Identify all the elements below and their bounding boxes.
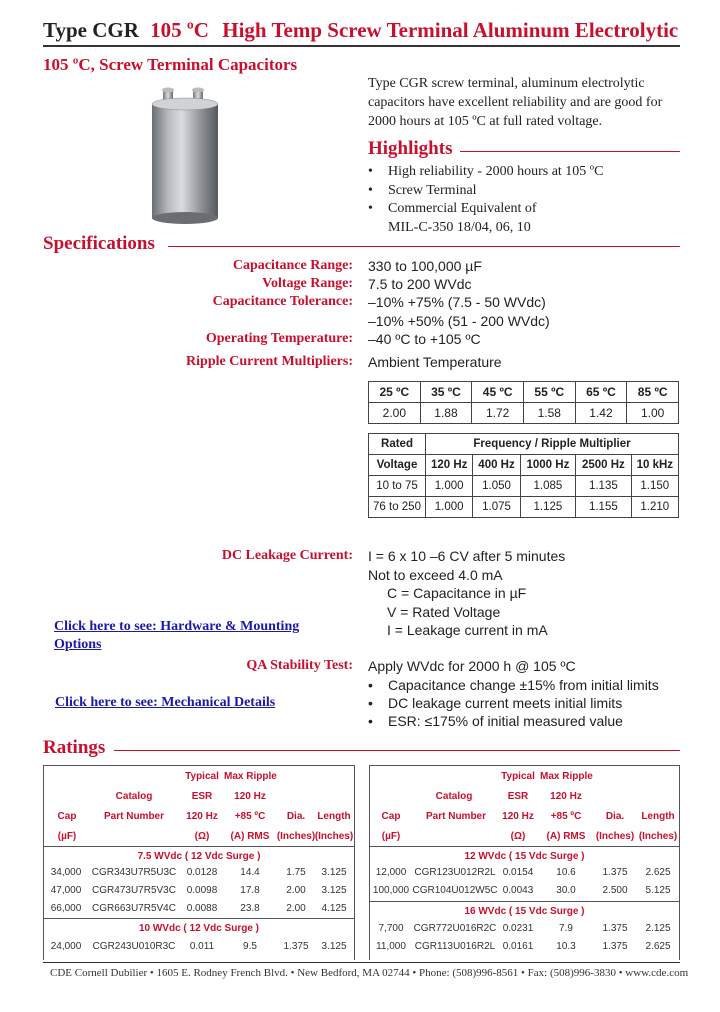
freq-header: 10 kHz <box>631 455 678 476</box>
temp-header: 45 ºC <box>472 382 524 403</box>
highlights-list <box>368 163 603 237</box>
multiplier-cell: 1.150 <box>631 476 678 497</box>
dia-cell: 2.500 <box>602 885 628 896</box>
dia-cell: 2.00 <box>286 903 306 914</box>
ripple-cell: 23.8 <box>240 903 260 914</box>
esr-cell: 0.0128 <box>186 867 218 878</box>
temp-header: 35 ºC <box>420 382 472 403</box>
hardware-mounting-link-line2[interactable]: Options <box>54 637 102 652</box>
title-rest: High Temp Screw Terminal Aluminum Electrolytic <box>222 18 679 42</box>
temp-header: 25 ºC <box>369 382 421 403</box>
multiplier-cell: 1.085 <box>520 476 575 497</box>
col-header: (Inches) <box>638 831 678 842</box>
voltage-range-cell: 10 to 75 <box>369 476 426 497</box>
col-header: 120 Hz <box>234 791 266 802</box>
part-cell: CGR104U012W5C <box>412 885 498 896</box>
col-header: Part Number <box>103 811 164 822</box>
col-header: Max Ripple <box>224 771 277 782</box>
ripple-cell: 9.5 <box>243 941 257 952</box>
col-header: Max Ripple <box>540 771 593 782</box>
frequency-multiplier-table <box>368 433 679 518</box>
dc-leakage-line: V = Rated Voltage <box>387 604 501 620</box>
col-header: ESR <box>507 791 529 802</box>
dc-leakage-line: C = Capacitance in µF <box>387 585 527 601</box>
temp-value: 1.88 <box>420 403 472 424</box>
temp-header: 65 ºC <box>575 382 627 403</box>
rated-header: Rated <box>369 434 426 455</box>
ripple-cell: 17.8 <box>240 885 260 896</box>
esr-cell: 0.011 <box>189 941 215 952</box>
multiplier-cell: 1.075 <box>473 497 520 518</box>
freq-header: 1000 Hz <box>520 455 575 476</box>
page-title <box>43 18 678 43</box>
qa-stability-intro: Apply WVdc for 2000 h @ 105 ºC <box>368 658 576 674</box>
cap-cell: 34,000 <box>50 867 82 878</box>
col-header: (µF) <box>57 831 77 842</box>
dc-leakage-line: I = 6 x 10 –6 CV after 5 minutes <box>368 548 566 564</box>
ratings-table-right <box>369 765 680 960</box>
cap-cell: 11,000 <box>376 941 406 952</box>
qa-item: • DC leakage current meets initial limits <box>368 695 623 711</box>
dia-cell: 1.375 <box>283 941 309 952</box>
temp-value: 1.58 <box>523 403 575 424</box>
footer-rule <box>43 962 680 963</box>
operating-temperature-value: –40 ºC to +105 ºC <box>368 331 481 347</box>
temperature-multiplier-table <box>368 381 679 424</box>
length-cell: 2.125 <box>645 923 671 934</box>
qa-stability-label: QA Stability Test: <box>246 658 353 673</box>
highlights-heading: Highlights <box>368 138 453 159</box>
ripple-current-value: Ambient Temperature <box>368 354 502 370</box>
title-temp: 105 ºC <box>150 18 209 42</box>
esr-cell: 0.0154 <box>502 867 534 878</box>
esr-cell: 0.0098 <box>186 885 218 896</box>
length-cell: 2.625 <box>645 941 671 952</box>
col-header: Dia. <box>286 811 306 822</box>
multiplier-cell: 1.000 <box>426 497 473 518</box>
temp-header: 55 ºC <box>523 382 575 403</box>
freq-header: 120 Hz <box>426 455 473 476</box>
capacitance-tolerance-label: Capacitance Tolerance: <box>212 294 353 309</box>
part-cell: CGR663U7R5V4C <box>92 903 176 914</box>
operating-temperature-label: Operating Temperature: <box>205 331 353 346</box>
col-header: Length <box>641 811 675 822</box>
title-rule <box>43 45 680 47</box>
cap-cell: 24,000 <box>50 941 82 952</box>
voltage-range-value: 7.5 to 200 WVdc <box>368 276 472 292</box>
intro-paragraph: Type CGR screw terminal, aluminum electrolytic capacitors have excellent reliability and are good for 2000 hours at 105 ºC at full rated voltage. <box>368 76 663 129</box>
col-header: 120 Hz <box>550 791 582 802</box>
col-header: (Inches) <box>314 831 354 842</box>
freq-header: 2500 Hz <box>576 455 631 476</box>
col-header: Catalog <box>115 791 153 802</box>
group-header: 12 WVdc ( 15 Vdc Surge ) <box>464 851 585 862</box>
dc-leakage-line: I = Leakage current in mA <box>387 622 548 638</box>
table-row <box>369 476 679 497</box>
esr-cell: 0.0088 <box>186 903 218 914</box>
footer: CDE Cornell Dubilier • 1605 E. Rodney French Blvd. • New Bedford, MA 02744 • Phone: (508)996-8561 • Fax: (508)996-3830 • www.cde.com <box>50 967 689 979</box>
highlight-item: MIL-C-350 18/04, 06, 10 <box>388 219 531 235</box>
col-header: (A) RMS <box>546 831 586 842</box>
highlights-rule <box>460 151 680 152</box>
dia-cell: 1.375 <box>602 867 628 878</box>
temp-header: 85 ºC <box>627 382 679 403</box>
highlight-item: • Screw Terminal <box>368 182 477 198</box>
col-header: +85 ºC <box>550 811 582 822</box>
multiplier-cell: 1.135 <box>576 476 631 497</box>
col-header: (Ω) <box>510 831 526 842</box>
temp-value: 1.42 <box>575 403 627 424</box>
cap-cell: 47,000 <box>50 885 82 896</box>
dia-cell: 1.375 <box>602 941 628 952</box>
capacitance-tolerance-value-1: –10% +75% (7.5 - 50 WVdc) <box>368 294 546 310</box>
multiplier-cell: 1.125 <box>520 497 575 518</box>
ripple-cell: 10.6 <box>556 867 576 878</box>
highlight-item: • High reliability - 2000 hours at 105 ºC <box>368 164 604 179</box>
mechanical-details-link[interactable]: Click here to see: Mechanical Details <box>55 695 276 710</box>
frequency-group-header: Frequency / Ripple Multiplier <box>426 434 679 455</box>
highlight-item: • Commercial Equivalent of <box>368 201 537 216</box>
ratings-table-left <box>43 765 355 960</box>
capacitance-range-value: 330 to 100,000 µF <box>368 258 482 274</box>
col-header: 120 Hz <box>186 811 218 822</box>
dia-cell: 2.00 <box>286 885 306 896</box>
ripple-cell: 7.9 <box>559 923 573 934</box>
dc-leakage-label: DC Leakage Current: <box>221 548 353 563</box>
length-cell: 3.125 <box>321 867 347 878</box>
part-cell: CGR473U7R5V3C <box>92 885 176 896</box>
voltage-header: Voltage <box>369 455 426 476</box>
col-header: (Inches) <box>276 831 316 842</box>
capacitance-range-label: Capacitance Range: <box>232 258 353 273</box>
temp-value: 1.00 <box>627 403 679 424</box>
col-header: (Ω) <box>194 831 210 842</box>
col-header: (A) RMS <box>230 831 270 842</box>
specifications-rule <box>168 246 680 247</box>
esr-cell: 0.0231 <box>502 923 534 934</box>
part-cell: CGR343U7R5U3C <box>91 867 177 878</box>
col-header: Cap <box>381 811 401 822</box>
ripple-cell: 30.0 <box>556 885 576 896</box>
qa-item: • Capacitance change ±15% from initial limits <box>368 677 659 693</box>
dia-cell: 1.375 <box>602 923 628 934</box>
ratings-heading: Ratings <box>43 737 106 758</box>
col-header: Part Number <box>425 811 486 822</box>
part-cell: CGR772U016R2C <box>413 923 497 934</box>
group-header: 16 WVdc ( 15 Vdc Surge ) <box>464 906 585 917</box>
part-cell: CGR123U012R2L <box>414 867 496 878</box>
hardware-mounting-link[interactable]: Click here to see: Hardware & Mounting <box>54 619 300 634</box>
col-header: (µF) <box>381 831 401 842</box>
multiplier-cell: 1.000 <box>426 476 473 497</box>
group-header: 7.5 WVdc ( 12 Vdc Surge ) <box>137 851 261 862</box>
esr-cell: 0.0161 <box>502 941 534 952</box>
dia-cell: 1.75 <box>286 867 306 878</box>
part-cell: CGR243U010R3C <box>92 941 176 952</box>
cap-cell: 100,000 <box>372 885 410 896</box>
col-header: Typical <box>501 771 535 782</box>
col-header: Dia. <box>605 811 625 822</box>
table-row <box>369 497 679 518</box>
cap-cell: 7,700 <box>378 923 404 934</box>
col-header: +85 ºC <box>234 811 266 822</box>
ripple-cell: 10.3 <box>556 941 576 952</box>
length-cell: 2.625 <box>645 867 671 878</box>
group-header: 10 WVdc ( 12 Vdc Surge ) <box>138 923 260 934</box>
length-cell: 4.125 <box>321 903 347 914</box>
part-cell: CGR113U016R2L <box>414 941 496 952</box>
esr-cell: 0.0043 <box>502 885 534 896</box>
col-header: Cap <box>57 811 77 822</box>
cap-cell: 66,000 <box>50 903 82 914</box>
specifications-heading: Specifications <box>43 233 155 254</box>
dc-leakage-line: Not to exceed 4.0 mA <box>368 567 503 583</box>
temp-value: 2.00 <box>369 403 421 424</box>
ripple-current-label: Ripple Current Multipliers: <box>186 354 353 369</box>
col-header: (Inches) <box>595 831 635 842</box>
subtitle: 105 ºC, Screw Terminal Capacitors <box>43 55 298 74</box>
length-cell: 3.125 <box>321 941 347 952</box>
col-header: ESR <box>191 791 213 802</box>
multiplier-cell: 1.210 <box>631 497 678 518</box>
multiplier-cell: 1.155 <box>576 497 631 518</box>
cap-cell: 12,000 <box>375 867 407 878</box>
length-cell: 5.125 <box>645 885 671 896</box>
col-header: Length <box>317 811 351 822</box>
voltage-range-label: Voltage Range: <box>262 276 353 291</box>
length-cell: 3.125 <box>321 885 347 896</box>
col-header: Catalog <box>435 791 473 802</box>
ratings-rule <box>114 750 680 751</box>
ripple-cell: 14.4 <box>240 867 260 878</box>
qa-item: • ESR: ≤175% of initial measured value <box>368 713 623 729</box>
multiplier-cell: 1.050 <box>473 476 520 497</box>
col-header: 120 Hz <box>502 811 534 822</box>
capacitor-image <box>148 86 222 226</box>
title-prefix: Type CGR <box>43 18 139 42</box>
freq-header: 400 Hz <box>473 455 520 476</box>
capacitance-tolerance-value-2: –10% +50% (51 - 200 WVdc) <box>368 313 550 329</box>
voltage-range-cell: 76 to 250 <box>369 497 426 518</box>
temp-value: 1.72 <box>472 403 524 424</box>
col-header: Typical <box>185 771 219 782</box>
